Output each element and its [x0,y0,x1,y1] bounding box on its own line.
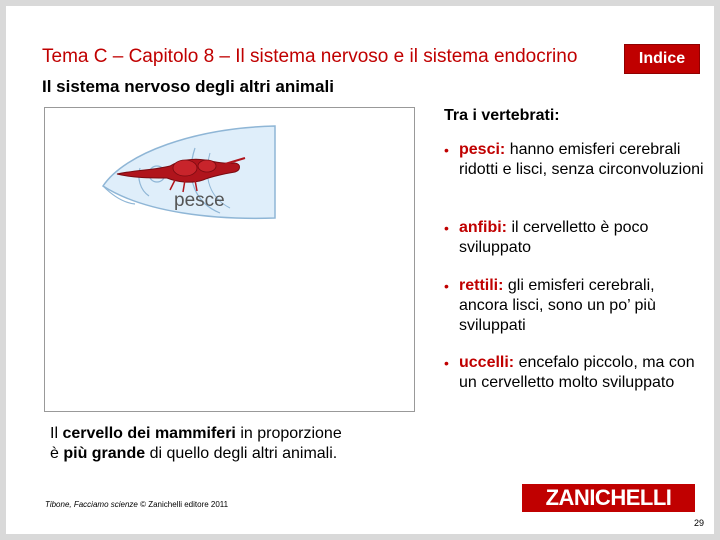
slide-subtitle: Il sistema nervoso degli altri animali [42,77,334,96]
vertebrates-heading: Tra i vertebrati: [444,107,560,124]
right-border [714,0,720,540]
mammal-brain-caption [50,424,342,464]
top-border [0,0,720,6]
slide-title: Tema C – Capitolo 8 – Il sistema nervoso e il sistema endocrino [42,46,578,67]
caption-text: di quello degli altri animali. [145,445,338,462]
list-item-anfibi [444,218,704,258]
credit-publisher: © Zanichelli editore 2011 [137,500,229,509]
item-term: anfibi: [459,219,507,236]
bottom-border [0,534,720,540]
caption-text: Il [50,425,63,442]
caption-bold: più grande [63,445,146,462]
caption-bold: cervello dei mammiferi [62,425,236,442]
item-term: pesci: [459,141,506,158]
fish-label: pesce [174,190,225,211]
bullet-icon: • [444,142,449,158]
bullet-icon: • [444,220,449,236]
item-text: hanno emisferi cerebrali ridotti e lisci, senza circonvoluzioni [459,141,704,178]
caption-text: è [50,445,64,462]
page-number: 29 [694,518,705,528]
credit-line [45,500,228,509]
list-item-rettili [444,276,704,336]
item-text: il cervelletto è poco sviluppato [459,219,649,256]
zanichelli-logo: ZANICHELLI [522,484,695,512]
bullet-icon: • [444,355,449,371]
list-item-uccelli [444,353,704,393]
left-border [0,0,6,540]
item-term: rettili: [459,277,504,294]
item-text: encefalo piccolo, ma con un cervelletto molto sviluppato [459,354,695,391]
indice-button[interactable]: Indice [624,44,700,74]
item-term: uccelli: [459,354,515,371]
fish-brain-figure [44,107,415,412]
list-item-pesci [444,140,704,180]
item-text: gli emisferi cerebrali, ancora lisci, sono un po’ più sviluppati [459,277,656,334]
credit-book-title: Tibone, Facciamo scienze [45,500,138,509]
caption-text: in proporzione [235,425,342,442]
bullet-icon: • [444,278,449,294]
fish-head-illustration [45,108,414,411]
